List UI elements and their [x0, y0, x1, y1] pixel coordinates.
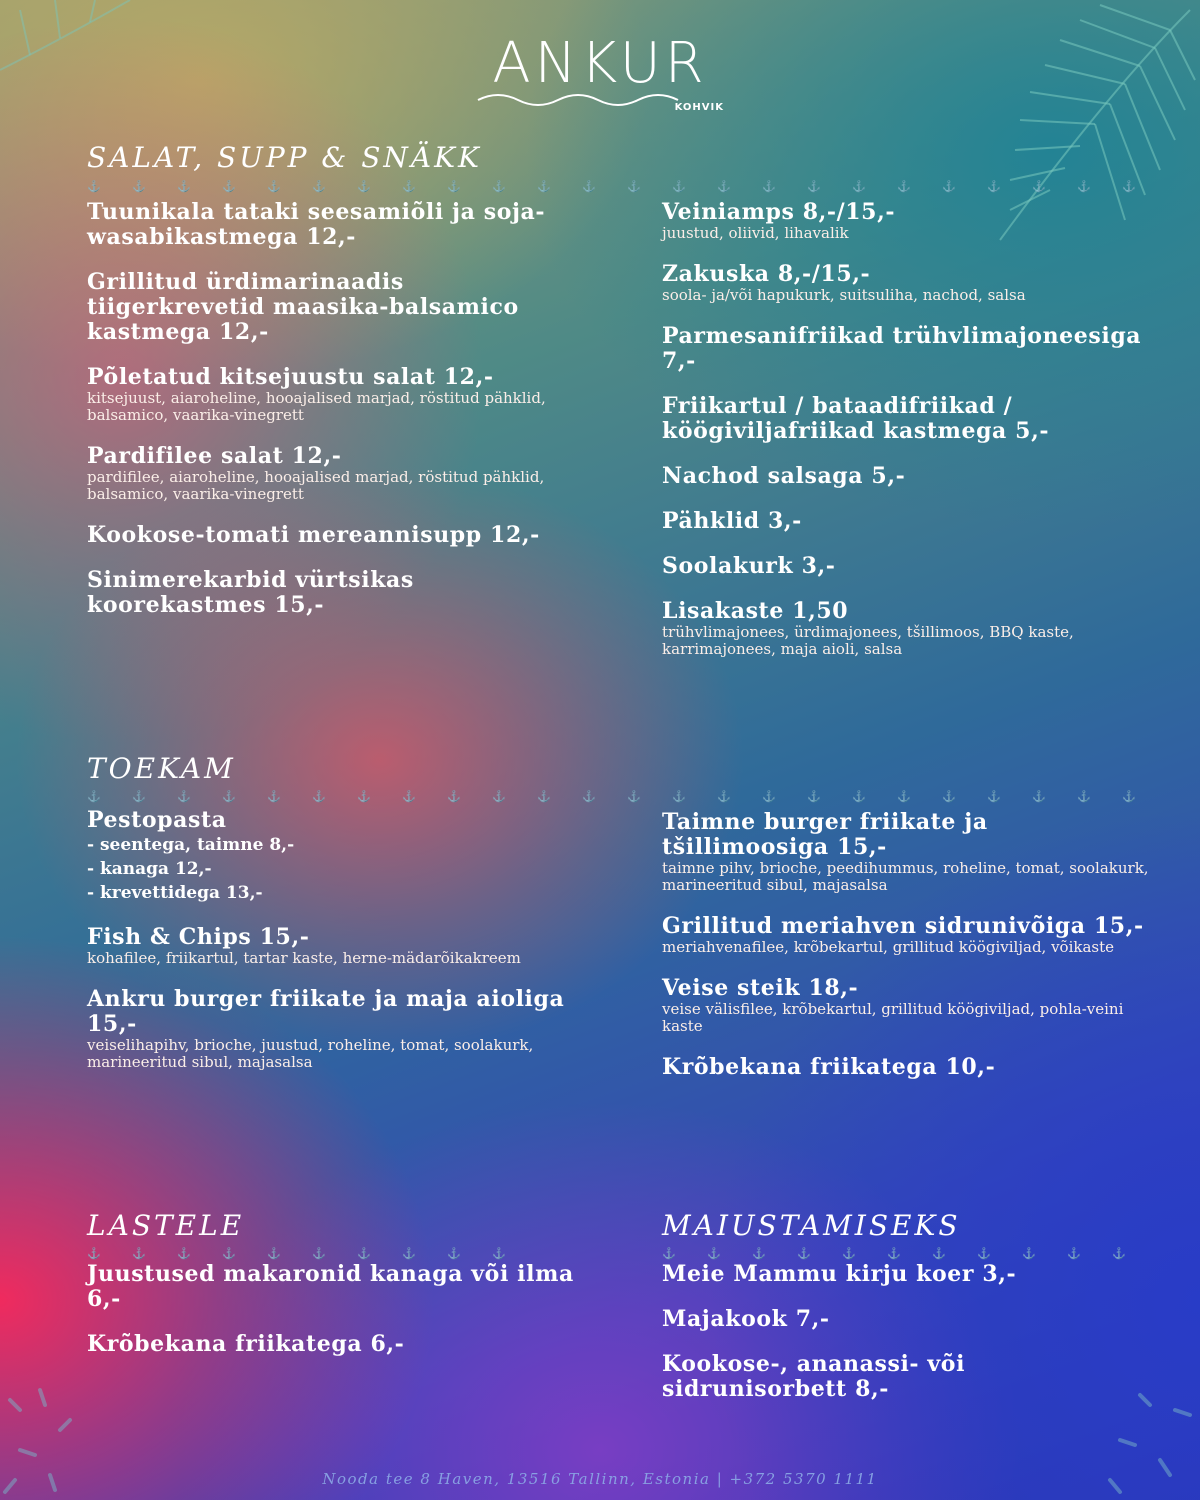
menu-item [87, 1262, 587, 1312]
anchor-divider: ⚓ ⚓ ⚓ ⚓ ⚓ ⚓ ⚓ ⚓ ⚓ ⚓ ⚓ ⚓ ⚓ ⚓ ⚓ ⚓ ⚓ ⚓ ⚓ ⚓ ⚓ ⚓ ⚓ ⚓ [87, 790, 1136, 803]
item-name: Majakook 7,- [662, 1306, 830, 1332]
item-name: Veise steik 18,- [662, 975, 859, 1001]
toekam-right-column [662, 810, 1152, 1100]
anchor-divider: ⚓ ⚓ ⚓ ⚓ ⚓ ⚓ ⚓ ⚓ ⚓ ⚓ [87, 1247, 506, 1260]
salat-right-column [662, 200, 1152, 678]
item-description: veise välisfilee, krõbekartul, grillitud köögiviljad, pohla-veini kaste [662, 1000, 1124, 1035]
item-name: Juustused makaronid kanaga või ilma 6,- [87, 1261, 574, 1312]
menu-item [87, 270, 587, 345]
menu-item [662, 1055, 1152, 1080]
item-name: Veiniamps 8,-/15,- [662, 199, 896, 225]
item-option: - kanaga 12,- [87, 859, 212, 879]
menu-item [662, 1352, 1152, 1402]
section-title-lastele: LASTELE [87, 1209, 245, 1242]
menu-item [662, 554, 1152, 579]
item-name: Friikartul / bataadifriikad / köögiviljafriikad kastmega 5,- [662, 393, 1050, 444]
palm-leaf-icon [0, 0, 140, 90]
menu-item [662, 1262, 1152, 1287]
section-title-maiustamiseks: MAIUSTAMISEKS [662, 1209, 961, 1242]
menu-item [87, 808, 587, 905]
item-name: Sinimerekarbid vürtsikas koorekastmes 15,- [87, 567, 414, 618]
maiustamiseks-column [662, 1262, 1152, 1422]
menu-item [662, 1307, 1152, 1332]
item-name: Krõbekana friikatega 6,- [87, 1331, 405, 1357]
menu-item [87, 365, 587, 424]
menu-item [662, 976, 1152, 1035]
item-name: Meie Mammu kirju koer 3,- [662, 1261, 1017, 1287]
lastele-column [87, 1262, 587, 1377]
item-name: Krõbekana friikatega 10,- [662, 1054, 996, 1080]
item-name: Pähklid 3,- [662, 508, 802, 534]
section-title-salat: SALAT, SUPP & SNÄKK [87, 141, 482, 174]
menu-item [662, 509, 1152, 534]
item-name: Põletatud kitsejuustu salat 12,- [87, 364, 494, 390]
anchor-divider: ⚓ ⚓ ⚓ ⚓ ⚓ ⚓ ⚓ ⚓ ⚓ ⚓ ⚓ [662, 1247, 1126, 1260]
section-title-toekam: TOEKAM [87, 752, 236, 785]
item-description: taimne pihv, brioche, peedihummus, roheline, tomat, soolakurk, marineeritud sibul, majasalsa [662, 859, 1149, 894]
item-name: Pestopasta [87, 807, 227, 833]
menu-item [662, 200, 1152, 242]
menu-item [662, 810, 1152, 894]
menu-item [662, 324, 1152, 374]
item-description: kitsejuust, aiaroheline, hooajalised marjad, röstitud pähklid, balsamico, vaarika-vinegrett [87, 389, 546, 424]
item-description: juustud, oliivid, lihavalik [662, 224, 849, 242]
menu-item [87, 987, 587, 1071]
item-description: trühvlimajonees, ürdimajonees, tšillimoos, BBQ kaste, karrimajonees, maja aioli, salsa [662, 623, 1074, 658]
menu-item [662, 262, 1152, 304]
menu-item [662, 394, 1152, 444]
item-name: Grillitud meriahven sidrunivõiga 15,- [662, 913, 1144, 939]
item-name: Nachod salsaga 5,- [662, 463, 906, 489]
item-name: Zakuska 8,-/15,- [662, 261, 871, 287]
menu-item [662, 464, 1152, 489]
menu-item [87, 568, 587, 618]
item-description: veiselihapihv, brioche, juustud, roheline, tomat, soolakurk, marineeritud sibul, majasalsa [87, 1036, 534, 1071]
menu-item [87, 925, 587, 967]
item-name: Ankru burger friikate ja maja aioliga 15,- [87, 986, 565, 1037]
menu-item [87, 523, 587, 548]
item-description: pardifilee, aiaroheline, hooajalised marjad, röstitud pähklid, balsamico, vaarika-vinegrett [87, 468, 545, 503]
item-name: Parmesanifriikad trühvlimajoneesiga 7,- [662, 323, 1142, 374]
item-name: Pardifilee salat 12,- [87, 443, 342, 469]
menu-item [87, 444, 587, 503]
menu-item [87, 1332, 587, 1357]
logo [470, 31, 730, 124]
logo-wordmark: ANKUR [492, 31, 708, 96]
item-name: Tuunikala tataki seesamiõli ja soja-wasabikastmega 12,- [87, 199, 546, 250]
footer-address: Nooda tee 8 Haven, 13516 Tallinn, Estonia | +372 5370 1111 [322, 1470, 878, 1488]
item-name: Fish & Chips 15,- [87, 924, 310, 950]
menu-item [662, 914, 1152, 956]
item-description: soola- ja/või hapukurk, suitsuliha, nachod, salsa [662, 286, 1026, 304]
item-name: Lisakaste 1,50 [662, 598, 849, 624]
anchor-divider: ⚓ ⚓ ⚓ ⚓ ⚓ ⚓ ⚓ ⚓ ⚓ ⚓ ⚓ ⚓ ⚓ ⚓ ⚓ ⚓ ⚓ ⚓ ⚓ ⚓ ⚓ ⚓ ⚓ ⚓ [87, 180, 1136, 193]
item-description: meriahvenafilee, krõbekartul, grillitud köögiviljad, võikaste [662, 938, 1115, 956]
item-name: Taimne burger friikate ja tšillimoosiga 15,- [662, 809, 988, 860]
menu-item [87, 200, 587, 250]
item-option: - seentega, taimne 8,- [87, 835, 295, 855]
toekam-left-column [87, 808, 587, 1091]
item-option: - krevettidega 13,- [87, 883, 263, 903]
item-name: Soolakurk 3,- [662, 553, 836, 579]
item-name: Kookose-, ananassi- või sidrunisorbett 8,- [662, 1351, 966, 1402]
menu-item [662, 599, 1152, 658]
logo-subtitle: KOHVIK [674, 102, 724, 113]
item-name: Kookose-tomati mereannisupp 12,- [87, 522, 540, 548]
item-description: kohafilee, friikartul, tartar kaste, herne-mädarõikakreem [87, 949, 521, 967]
salat-left-column [87, 200, 587, 638]
item-name: Grillitud ürdimarinaadis tiigerkrevetid maasika-balsamico kastmega 12,- [87, 269, 519, 345]
